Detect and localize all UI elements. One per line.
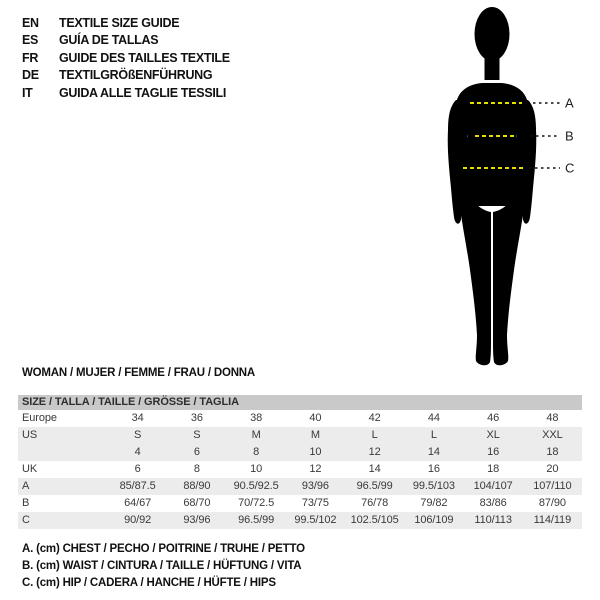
table-cell: 85/87.5 <box>119 480 156 492</box>
table-cell: 104/107 <box>473 480 513 492</box>
table-cell: 107/110 <box>533 480 572 492</box>
table-cell: XXL <box>542 429 563 441</box>
table-row <box>18 512 582 529</box>
lang-title: TEXTILE SIZE GUIDE <box>59 15 180 30</box>
table-cell: 68/70 <box>183 497 211 509</box>
table-cell: 12 <box>309 463 322 475</box>
table-row <box>18 427 582 444</box>
table-cell: 93/96 <box>183 514 211 526</box>
table-cell: 16 <box>427 463 440 475</box>
table-cell: 90.5/92.5 <box>233 480 279 492</box>
title-row-fr <box>22 49 230 67</box>
table-cell: L <box>430 429 437 441</box>
table-cell: 20 <box>546 463 559 475</box>
table-cell: 18 <box>546 446 559 458</box>
table-cell: XL <box>486 429 500 441</box>
table-cell: 93/96 <box>301 480 329 492</box>
table-cell: 99.5/103 <box>412 480 455 492</box>
label-a: A <box>565 95 574 111</box>
table-cell: 44 <box>427 412 440 424</box>
title-row-de <box>22 67 230 85</box>
size-table <box>18 395 582 529</box>
table-row <box>18 478 582 495</box>
table-cell: S <box>193 429 201 441</box>
table-cell: 6 <box>193 446 200 458</box>
row-label: B <box>22 497 30 509</box>
table-cell: 46 <box>487 412 500 424</box>
table-cell: 106/109 <box>414 514 454 526</box>
title-row-it <box>22 84 230 102</box>
table-cell: S <box>134 429 142 441</box>
table-cell: 70/72.5 <box>238 497 275 509</box>
silhouette-body <box>448 7 537 365</box>
table-cell: 64/67 <box>124 497 152 509</box>
table-cell: 87/90 <box>538 497 566 509</box>
silhouette-torso <box>456 83 528 206</box>
table-cell: 114/119 <box>533 514 572 526</box>
table-cell: 73/75 <box>301 497 329 509</box>
lang-title: GUIDE DES TAILLES TEXTILE <box>59 50 230 65</box>
label-b: B <box>565 128 574 144</box>
table-cell: 96.5/99 <box>238 514 275 526</box>
row-label: Europe <box>22 412 57 424</box>
table-cell: 40 <box>309 412 322 424</box>
lang-code: ES <box>22 33 39 48</box>
section-title: WOMAN / MUJER / FEMME / FRAU / DONNA <box>22 367 256 379</box>
size-table-header: SIZE / TALLA / TAILLE / GRÖSSE / TAGLIA <box>18 395 582 410</box>
row-label: UK <box>22 463 38 475</box>
table-cell: 36 <box>190 412 203 424</box>
table-cell: 90/92 <box>124 514 152 526</box>
table-cell: 79/82 <box>420 497 448 509</box>
table-cell: 88/90 <box>183 480 211 492</box>
legend-chest: A. (cm) CHEST / PECHO / POITRINE / TRUHE / PETTO <box>22 543 305 555</box>
lang-code: FR <box>22 50 39 65</box>
table-row <box>18 495 582 512</box>
table-cell: 110/113 <box>474 514 512 526</box>
table-cell: 12 <box>368 446 381 458</box>
table-cell: 4 <box>134 446 141 458</box>
table-cell: 6 <box>134 463 141 475</box>
table-cell: 8 <box>253 446 260 458</box>
table-cell: 96.5/99 <box>356 480 393 492</box>
table-cell: 83/86 <box>479 497 507 509</box>
lang-title: TEXTILGRÖßENFÜHRUNG <box>59 68 213 83</box>
legend-waist: B. (cm) WAIST / CINTURA / TAILLE / HÜFTUNG / VITA <box>22 560 302 572</box>
row-label <box>18 444 108 461</box>
table-cell: 48 <box>546 412 559 424</box>
table-row <box>18 461 582 478</box>
woman-silhouette-figure <box>420 0 598 372</box>
row-label: US <box>22 429 38 441</box>
lang-title: GUÍA DE TALLAS <box>59 33 159 48</box>
table-cell: 8 <box>193 463 200 475</box>
table-cell: 14 <box>427 446 440 458</box>
table-row <box>18 410 582 427</box>
lang-code: EN <box>22 15 39 30</box>
table-cell: 14 <box>368 463 381 475</box>
table-cell: 10 <box>250 463 263 475</box>
table-cell: 16 <box>487 446 500 458</box>
title-row-en <box>22 14 230 32</box>
table-cell: 34 <box>131 412 144 424</box>
silhouette-svg <box>420 0 598 372</box>
legend-hip: C. (cm) HIP / CADERA / HANCHE / HÜFTE / HIPS <box>22 577 276 589</box>
row-label: A <box>22 480 30 492</box>
lang-code: DE <box>22 68 39 83</box>
table-cell: L <box>371 429 378 441</box>
size-table-body <box>18 410 582 529</box>
table-cell: 18 <box>487 463 500 475</box>
label-c: C <box>565 160 575 176</box>
table-cell: 38 <box>250 412 263 424</box>
title-row-es <box>22 32 230 50</box>
table-cell: M <box>310 429 320 441</box>
table-row <box>18 444 582 461</box>
table-cell: 99.5/102 <box>294 514 337 526</box>
row-label: C <box>22 514 30 526</box>
lang-code: IT <box>22 85 33 100</box>
table-cell: 10 <box>309 446 322 458</box>
lang-title: GUIDA ALLE TAGLIE TESSILI <box>59 85 227 100</box>
table-cell: 42 <box>368 412 381 424</box>
table-cell: M <box>251 429 261 441</box>
table-cell: 102.5/105 <box>350 514 399 526</box>
silhouette-neck <box>485 50 500 80</box>
language-title-block <box>22 14 230 102</box>
table-cell: 76/78 <box>361 497 389 509</box>
measurement-legend <box>22 541 305 592</box>
